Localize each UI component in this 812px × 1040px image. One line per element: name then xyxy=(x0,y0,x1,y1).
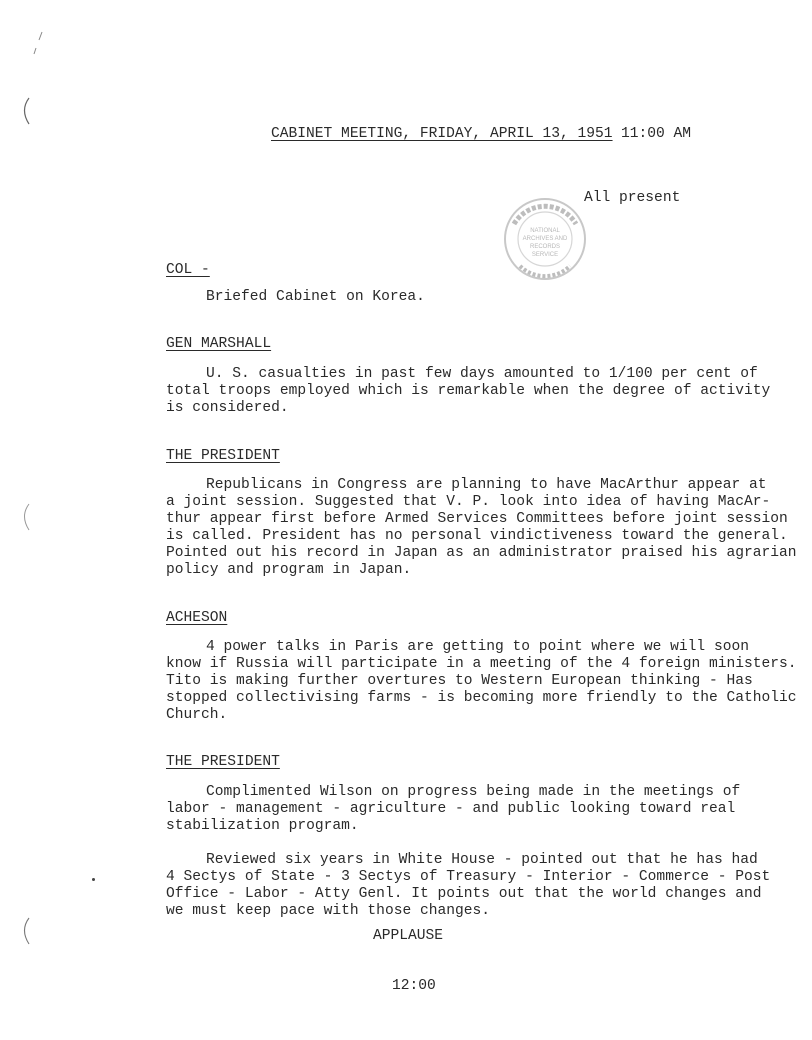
margin-mark-top xyxy=(28,30,48,60)
section-body-president-2a xyxy=(166,784,740,835)
section-body-col xyxy=(206,289,425,306)
punch-hole-mark-2 xyxy=(18,502,32,532)
section-body-acheson xyxy=(166,639,797,724)
body-line: stopped collectivising farms - is becoming more friendly to the Catholic xyxy=(166,690,797,706)
body-line: Office - Labor - Atty Genl. It points out that the world changes and xyxy=(166,886,762,902)
body-line: we must keep pace with those changes. xyxy=(166,903,491,919)
meeting-time: 11:00 AM xyxy=(621,126,692,142)
body-line: Church. xyxy=(166,707,228,723)
section-heading-president-1: THE PRESIDENT xyxy=(166,448,280,464)
section-heading-president-2: THE PRESIDENT xyxy=(166,754,280,770)
section-body-gen-marshall xyxy=(166,366,770,417)
body-line: 4 power talks in Paris are getting to point where we will soon xyxy=(206,639,749,655)
svg-text:ARCHIVES AND: ARCHIVES AND xyxy=(522,236,568,242)
section-body-president-2b xyxy=(166,852,770,920)
body-line: is called. President has no personal vindictiveness toward the general. xyxy=(166,528,788,544)
attendance-note: All present xyxy=(584,190,681,206)
end-time: 12:00 xyxy=(392,978,436,994)
margin-dot xyxy=(92,878,95,881)
svg-text:SERVICE: SERVICE xyxy=(531,252,559,258)
section-heading-acheson: ACHESON xyxy=(166,610,228,626)
body-line: Reviewed six years in White House - pointed out that he has had xyxy=(206,852,758,868)
body-line: 4 Sectys of State - 3 Sectys of Treasury - Interior - Commerce - Post xyxy=(166,869,771,885)
body-line: Complimented Wilson on progress being made in the meetings of xyxy=(206,784,741,800)
body-line: thur appear first before Armed Services Committees before joint session xyxy=(166,511,788,527)
body-line: a joint session. Suggested that V. P. look into idea of having MacAr- xyxy=(166,494,771,510)
body-line: stabilization program. xyxy=(166,818,359,834)
punch-hole-mark-1 xyxy=(18,96,32,126)
body-line: is considered. xyxy=(166,400,289,416)
body-line: Pointed out his record in Japan as an administrator praised his agrarian xyxy=(166,545,797,561)
svg-text:NATIONAL: NATIONAL xyxy=(530,228,560,234)
body-line: Republicans in Congress are planning to have MacArthur appear at xyxy=(206,477,767,493)
body-line: Briefed Cabinet on Korea. xyxy=(206,289,425,305)
svg-text:RECORDS: RECORDS xyxy=(529,244,561,250)
punch-hole-mark-3 xyxy=(18,916,32,946)
body-line: policy and program in Japan. xyxy=(166,562,412,578)
body-line: Tito is making further overtures to Western European thinking - Has xyxy=(166,673,753,689)
section-heading-col: COL - xyxy=(166,262,210,278)
meeting-title: CABINET MEETING, FRIDAY, APRIL 13, 1951 xyxy=(271,126,613,142)
body-line: U. S. casualties in past few days amounted to 1/100 per cent of xyxy=(206,366,758,382)
section-heading-gen-marshall: GEN MARSHALL xyxy=(166,336,272,352)
section-body-president-1 xyxy=(166,477,797,579)
applause-note: APPLAUSE xyxy=(373,928,444,944)
body-line: total troops employed which is remarkable when the degree of activity xyxy=(166,383,771,399)
body-line: know if Russia will participate in a meeting of the 4 foreign ministers. xyxy=(166,656,797,672)
archive-stamp xyxy=(500,196,590,282)
body-line: labor - management - agriculture - and public looking toward real xyxy=(166,801,736,817)
